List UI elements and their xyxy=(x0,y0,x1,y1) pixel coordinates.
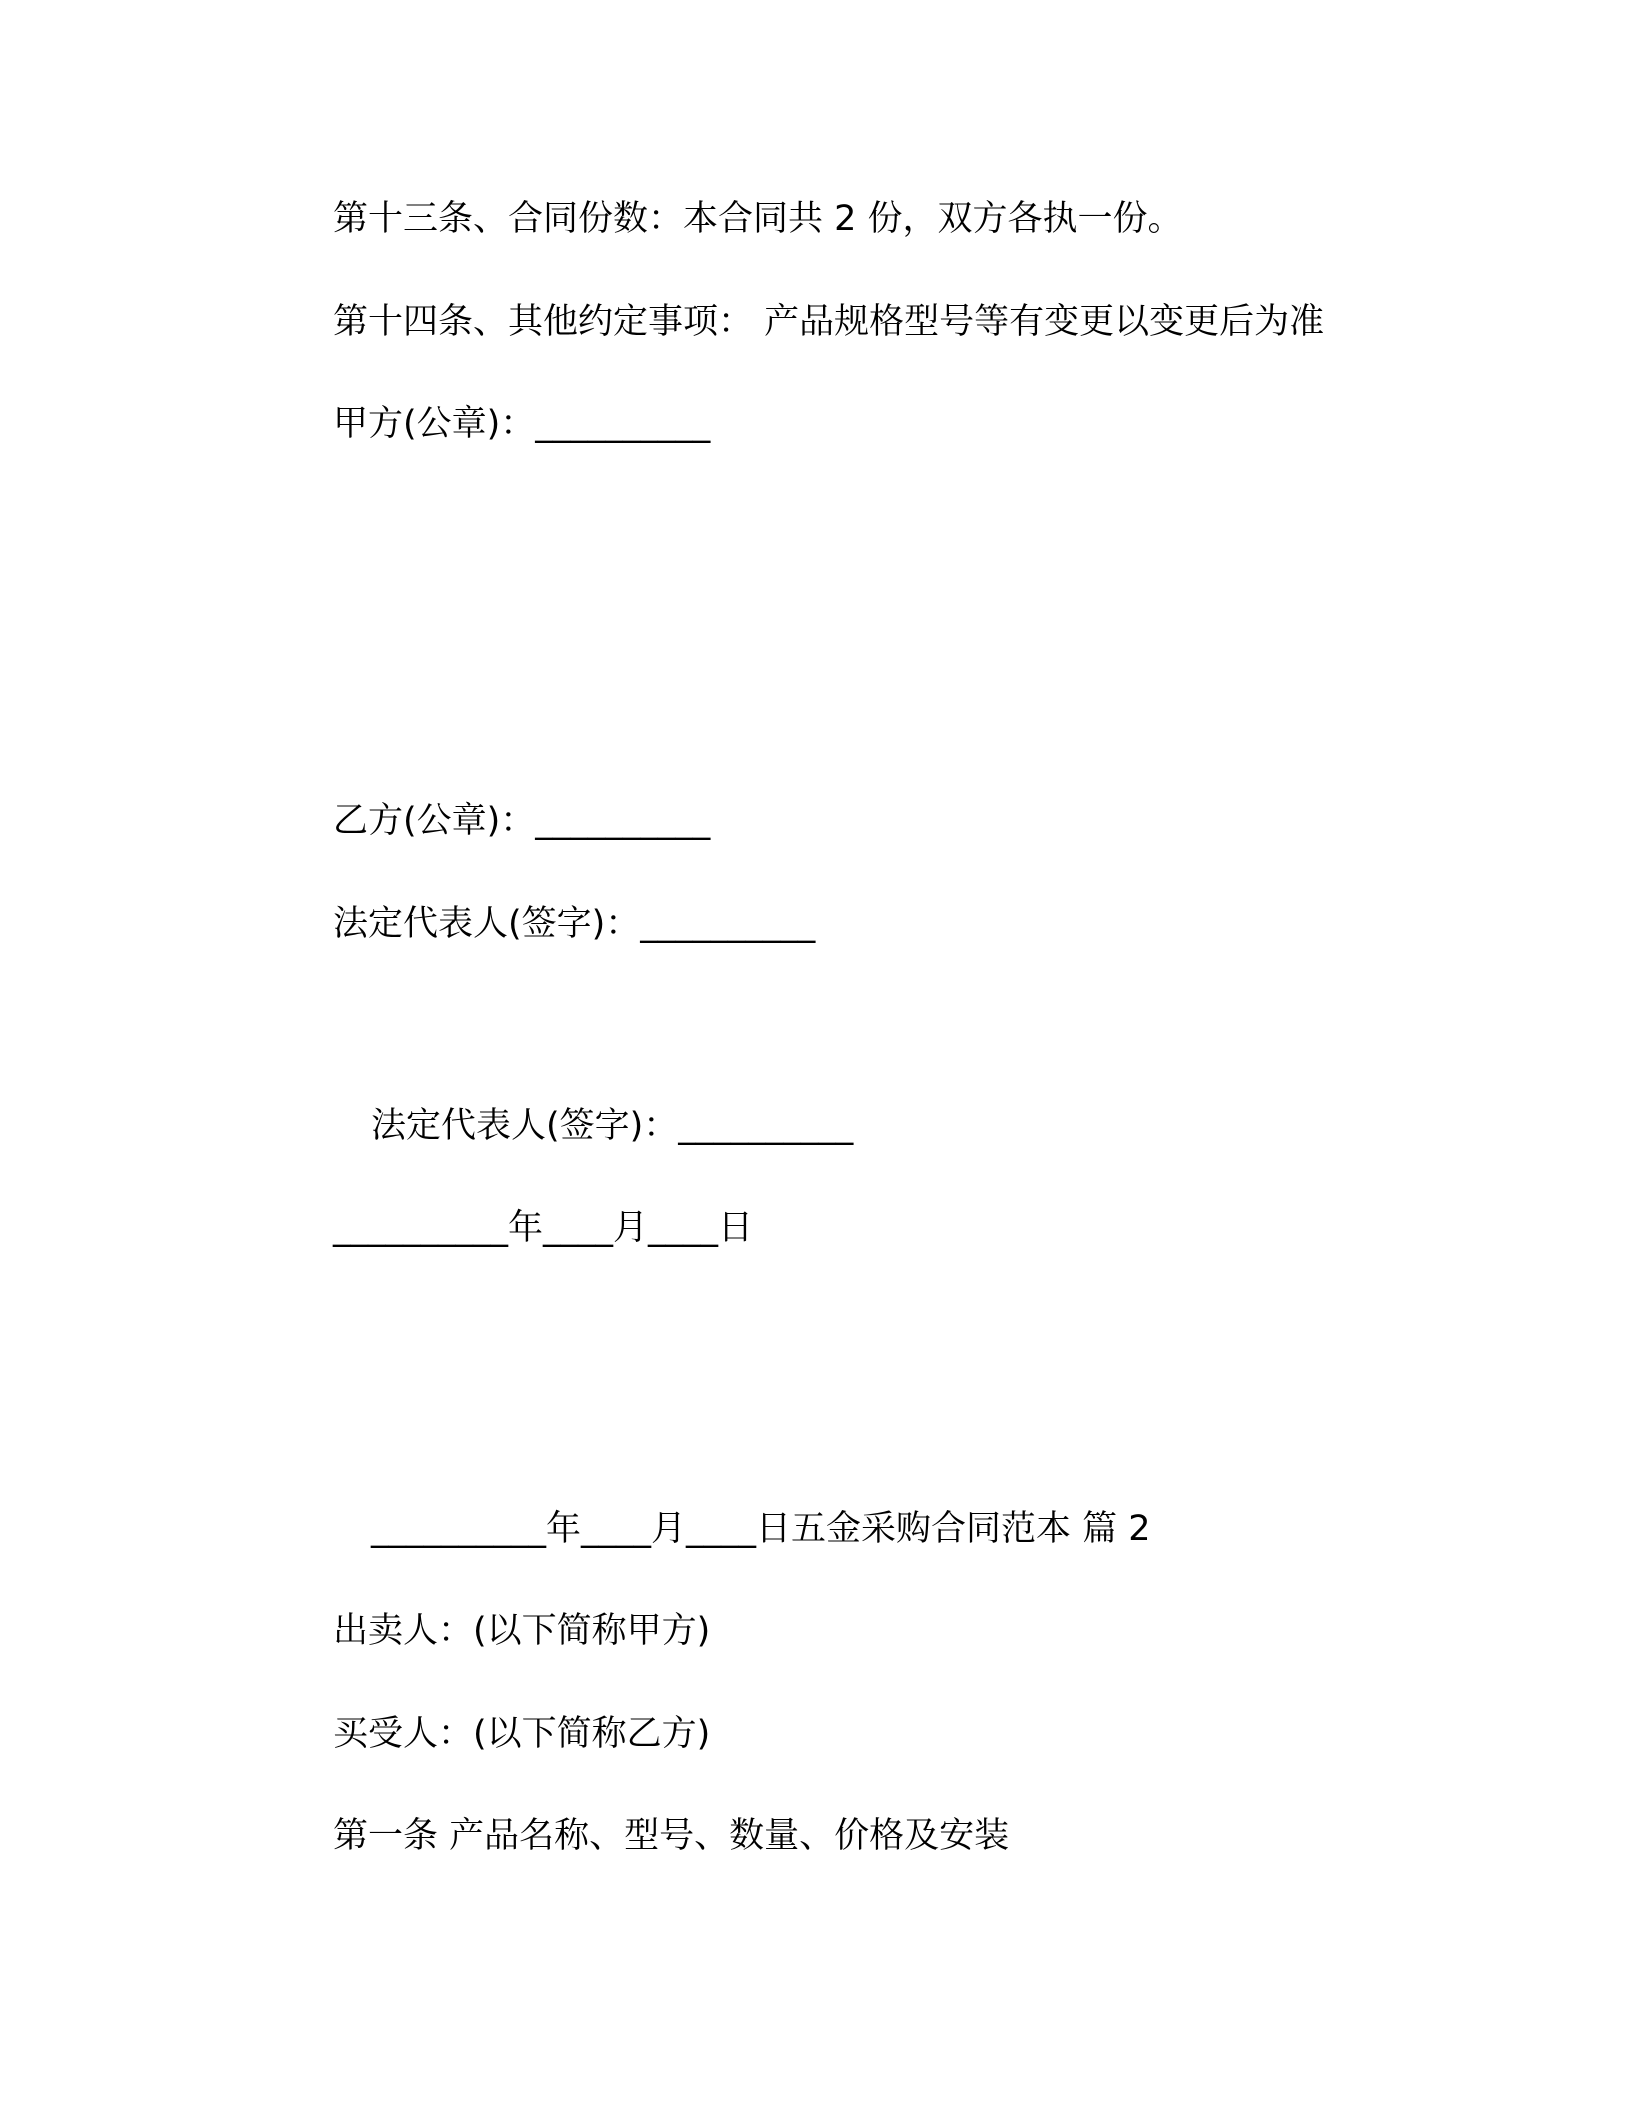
clause-14-other-terms: 第十四条、其他约定事项： 产品规格型号等有变更以变更后为准 xyxy=(333,302,1325,342)
party-a-seal-line: 甲方(公章)：__________ xyxy=(333,404,711,444)
seller-line: 出卖人：(以下简称甲方) xyxy=(333,1611,711,1651)
legal-rep-signature-line-a: 法定代表人(签字)：__________ xyxy=(333,904,816,944)
legal-rep-signature-line-b: 法定代表人(签字)：__________ xyxy=(371,1106,854,1146)
party-b-seal-line: 乙方(公章)：__________ xyxy=(333,801,711,841)
clause-1-heading: 第一条 产品名称、型号、数量、价格及安装 xyxy=(333,1816,1010,1856)
contract-2-title: __________年____月____日五金采购合同范本 篇 2 xyxy=(371,1509,1151,1549)
clause-13-contract-copies: 第十三条、合同份数：本合同共 2 份，双方各执一份。 xyxy=(333,199,1183,239)
date-line: __________年____月____日 xyxy=(333,1208,754,1248)
buyer-line: 买受人：(以下简称乙方) xyxy=(333,1714,711,1754)
